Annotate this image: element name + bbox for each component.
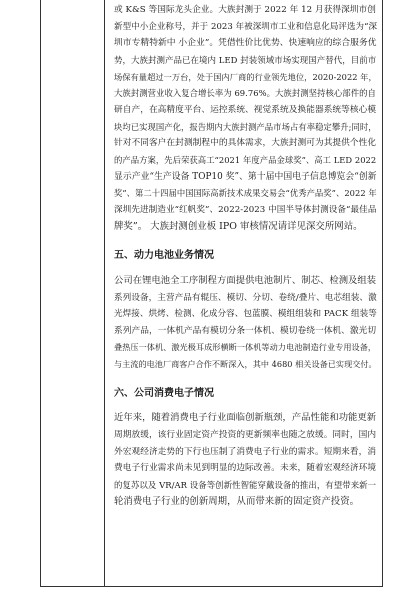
paragraph-line: 大族封测营业收入复合增长率为 69.76%。大族封测坚持核心部件的自 xyxy=(114,88,376,99)
document-body xyxy=(114,2,376,510)
section-heading-consumer-electronics: 六、公司消费电子情况 xyxy=(114,387,214,399)
paragraph-line: 周期放缓，该行业固定资产投资的更新频率也随之放缓。同时，国内 xyxy=(114,430,377,441)
paragraph-line: 场保有量超过一万台，处于国内厂商的行业领先地位，2020-2022 年， xyxy=(114,71,377,82)
paragraph-line: 外宏观经济走势的下行也压制了消费电子行业的需求。短期来看，消 xyxy=(114,446,377,457)
section-heading-power-battery: 五、动力电池业务情况 xyxy=(114,250,214,262)
paragraph-line: 与主流的电池厂商客户合作不断深入，其中 4680 相关设备已实现交付。 xyxy=(114,359,377,370)
section-semiconductor-packaging xyxy=(114,2,376,235)
paragraph-line: 系列设备，主营产品有辊压、模切、分切、卷绕/叠片、电芯组装、激 xyxy=(114,292,377,303)
section-consumer-electronics xyxy=(114,410,376,510)
paragraph-line: 块均已实现国产化，报告期内大族封测产品市场占有率稳定攀升;同时， xyxy=(114,121,377,132)
paragraph-line: 公司在锂电池全工序制程方面提供电池制片、制芯、检测及组装 xyxy=(114,274,377,286)
paragraph-line: 针对不同客户在封测制程中的具体需求，大族封测可为其提供个性化 xyxy=(114,138,377,149)
paragraph-line: 光焊接、烘烤、检测、化成分容、包蓝膜、模组组装和 PACK 组装等 xyxy=(114,309,377,320)
paragraph-line: 深圳先进制造业“红帆奖”、2022-2023 中国半导体封测设备“最佳品 xyxy=(114,204,377,215)
paragraph-line: 的复苏以及 VR/AR 设备等创新性智能穿戴设备的推出，有望带来新一 xyxy=(114,480,377,491)
paragraph-line: 研自产，在高精度平台、运控系统、视觉系统及换能器系统等核心模 xyxy=(114,104,377,115)
paragraph-line: 的产品方案，先后荣获高工“2021 年度产品金球奖”、高工 LED 2022 xyxy=(114,154,377,165)
paragraph-line: 显示产业“生产设备 TOP10 奖”、第十届中国电子信息博览会“创新 xyxy=(114,171,377,182)
paragraph-line: 轮消费电子行业的创新周期，从而带来新的固定资产投资。 xyxy=(114,495,360,507)
paragraph-line: 系列产品，一体机产品有模切分条一体机、模切卷绕一体机、激光切 xyxy=(114,325,377,336)
paragraph-line: 势，大族封测产品已在境内 LED 封装领域市场实现国产替代，目前市 xyxy=(114,54,377,65)
paragraph-line: 新型中小企业称号，并于 2023 年被深圳市工业和信息化局评选为“深 xyxy=(114,21,378,32)
paragraph-line: 近年来，随着消费电子行业面临创新瓶颈，产品性能和功能更新 xyxy=(114,412,377,424)
paragraph-line: 或 K&S 等国际龙头企业。大族封测于 2022 年 12 月获得深圳市创 xyxy=(114,5,376,15)
paragraph-line: 奖”、第二十四届中国国际高新技术成果交易会“优秀产品奖”、2022 年 xyxy=(114,188,377,199)
paragraph-line: 牌奖”。 大族封测创业板 IPO 审核情况请详见深交所网站。 xyxy=(114,220,363,232)
paragraph-line: 圳市专精特新中 小企业”。凭借性价比优势、快速响应的综合服务优 xyxy=(114,38,377,49)
paragraph-line: 费电子行业需求尚未见到明显的边际改善。未来，随着宏观经济环境 xyxy=(114,463,377,474)
paragraph-line: 叠热压一体机、激光极耳成形横断一体机等动力电池制造行业专用设备， xyxy=(114,342,377,353)
section-power-battery xyxy=(114,273,376,373)
